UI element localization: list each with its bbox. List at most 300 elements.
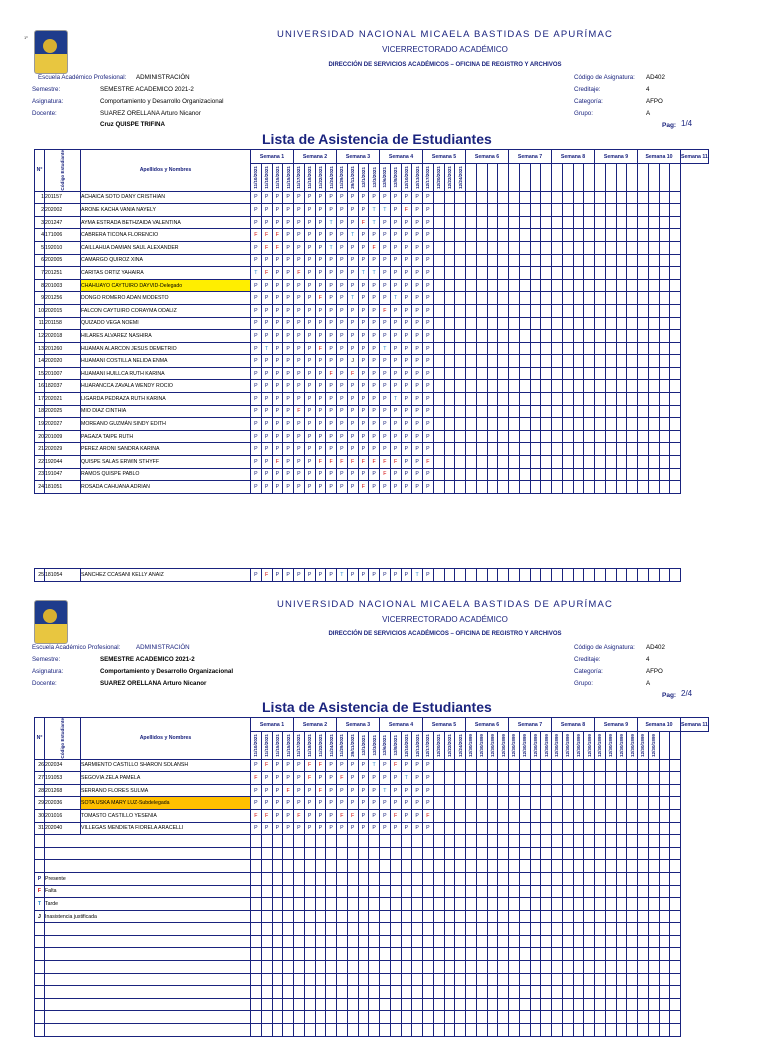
attendance-mark: P — [294, 380, 305, 393]
attendance-mark: P — [401, 304, 412, 317]
attendance-mark — [616, 241, 627, 254]
attendance-mark — [584, 330, 595, 343]
student-name: PAGAZA TAIPE RUTH — [81, 430, 251, 443]
attendance-mark — [573, 191, 584, 204]
attendance-mark: P — [380, 292, 391, 305]
attendance-mark — [616, 393, 627, 406]
empty-cell — [605, 973, 616, 986]
date-header — [455, 164, 466, 191]
attendance-mark: P — [358, 304, 369, 317]
row-number: 26 — [35, 759, 45, 772]
attendance-mark — [455, 481, 466, 494]
attendance-mark: P — [261, 443, 272, 456]
empty-cell — [380, 973, 391, 986]
attendance-mark — [573, 430, 584, 443]
empty-cell — [390, 1024, 401, 1037]
attendance-mark — [433, 569, 444, 582]
empty-cell — [369, 973, 380, 986]
attendance-mark: P — [369, 317, 380, 330]
legend-code: F — [35, 885, 45, 898]
attendance-mark — [530, 241, 541, 254]
attendance-mark: P — [337, 443, 348, 456]
student-name: SANCHEZ CCASANI KELLY ANAIZ — [81, 569, 251, 582]
attendance-mark: P — [358, 759, 369, 772]
attendance-mark — [466, 443, 477, 456]
attendance-mark — [638, 784, 649, 797]
attendance-mark — [638, 191, 649, 204]
attendance-mark — [519, 241, 530, 254]
table-row — [35, 759, 709, 772]
attendance-mark — [595, 468, 606, 481]
empty-cell — [573, 835, 584, 848]
empty-cell — [466, 860, 477, 873]
empty-cell — [595, 961, 606, 974]
attendance-mark: P — [283, 393, 294, 406]
empty-cell — [315, 860, 326, 873]
date-label: 29/11/2021 — [350, 166, 356, 189]
empty-cell — [390, 860, 401, 873]
empty-cell — [552, 1024, 563, 1037]
date-header — [530, 164, 541, 191]
student-code: 202034 — [45, 759, 81, 772]
attendance-mark — [541, 342, 552, 355]
attendance-mark: P — [315, 380, 326, 393]
attendance-mark: P — [423, 418, 434, 431]
empty-cell — [616, 1011, 627, 1024]
table-row — [35, 948, 709, 961]
empty-cell — [326, 973, 337, 986]
student-code: 202002 — [45, 204, 81, 217]
attendance-mark — [433, 317, 444, 330]
empty-cell — [401, 961, 412, 974]
attendance-mark: P — [337, 342, 348, 355]
attendance-mark: P — [390, 784, 401, 797]
attendance-mark — [627, 317, 638, 330]
empty-cell — [627, 923, 638, 936]
attendance-mark: P — [326, 784, 337, 797]
empty-cell — [584, 935, 595, 948]
attendance-mark — [605, 292, 616, 305]
empty-cell — [423, 961, 434, 974]
attendance-mark — [519, 279, 530, 292]
attendance-mark — [573, 254, 584, 267]
attendance-mark — [616, 355, 627, 368]
attendance-mark — [444, 809, 455, 822]
attendance-mark: P — [347, 342, 358, 355]
attendance-mark — [530, 367, 541, 380]
attendance-mark — [573, 443, 584, 456]
attendance-mark — [552, 759, 563, 772]
attendance-mark — [638, 380, 649, 393]
student-name: FALCON CAYTUIRO CORAYMA ODALIZ — [81, 304, 251, 317]
attendance-mark — [444, 468, 455, 481]
attendance-mark: P — [304, 822, 315, 835]
date-header — [251, 732, 262, 759]
attendance-mark — [616, 430, 627, 443]
attendance-mark — [584, 481, 595, 494]
date-header — [369, 164, 380, 191]
attendance-mark: P — [337, 418, 348, 431]
date-header — [261, 732, 272, 759]
attendance-mark — [627, 809, 638, 822]
attendance-mark — [638, 292, 649, 305]
attendance-mark — [487, 216, 498, 229]
date-header — [369, 732, 380, 759]
empty-cell — [294, 961, 305, 974]
attendance-mark: F — [390, 809, 401, 822]
attendance-mark — [573, 405, 584, 418]
attendance-mark — [455, 292, 466, 305]
attendance-table — [34, 717, 709, 1037]
student-code: 201260 — [45, 342, 81, 355]
attendance-mark — [498, 418, 509, 431]
empty-cell — [562, 1011, 573, 1024]
attendance-mark — [530, 229, 541, 242]
attendance-mark: P — [315, 267, 326, 280]
empty-cell — [380, 1024, 391, 1037]
week-header: Semana 2 — [294, 150, 337, 164]
attendance-mark: P — [272, 292, 283, 305]
attendance-mark: P — [261, 481, 272, 494]
attendance-mark: P — [294, 204, 305, 217]
attendance-mark: P — [401, 822, 412, 835]
date-label: 12/1/2021 — [360, 167, 366, 188]
attendance-mark: F — [347, 367, 358, 380]
student-code: 201251 — [45, 267, 81, 280]
attendance-mark: P — [283, 759, 294, 772]
attendance-mark — [573, 797, 584, 810]
attendance-mark — [541, 456, 552, 469]
empty-cell — [519, 835, 530, 848]
attendance-mark: P — [283, 317, 294, 330]
date-header — [519, 732, 530, 759]
row-number: 28 — [35, 784, 45, 797]
empty-cell — [595, 998, 606, 1011]
attendance-mark — [616, 254, 627, 267]
attendance-mark: P — [401, 367, 412, 380]
empty-cell — [412, 923, 423, 936]
attendance-mark — [519, 267, 530, 280]
attendance-mark — [519, 443, 530, 456]
date-header — [487, 164, 498, 191]
attendance-mark — [670, 330, 681, 343]
attendance-mark — [519, 330, 530, 343]
date-header — [347, 164, 358, 191]
table-row — [35, 569, 681, 582]
attendance-mark — [670, 393, 681, 406]
attendance-mark: P — [401, 784, 412, 797]
date-label: 12/30/1899 — [468, 733, 474, 757]
categoria-value: AFPO — [646, 668, 663, 675]
empty-cell — [648, 885, 659, 898]
attendance-mark: P — [412, 784, 423, 797]
attendance-mark — [444, 405, 455, 418]
attendance-mark — [519, 430, 530, 443]
empty-cell — [670, 1011, 681, 1024]
attendance-mark — [573, 267, 584, 280]
categoria-label: Categoría: — [574, 668, 603, 675]
attendance-mark — [584, 809, 595, 822]
empty-cell — [509, 910, 520, 923]
attendance-mark — [584, 430, 595, 443]
date-header — [347, 732, 358, 759]
empty-cell — [326, 998, 337, 1011]
attendance-mark — [659, 241, 670, 254]
row-number: 29 — [35, 797, 45, 810]
empty-cell — [444, 898, 455, 911]
attendance-mark — [444, 456, 455, 469]
attendance-mark: F — [315, 784, 326, 797]
row-number: 17 — [35, 393, 45, 406]
attendance-mark: F — [315, 456, 326, 469]
empty-cell — [541, 1011, 552, 1024]
attendance-mark — [519, 797, 530, 810]
empty-cell — [659, 847, 670, 860]
attendance-mark: P — [347, 279, 358, 292]
attendance-mark — [616, 405, 627, 418]
attendance-mark — [476, 809, 487, 822]
legend-code — [35, 860, 45, 873]
legend-code — [35, 986, 45, 999]
attendance-mark — [595, 418, 606, 431]
attendance-mark — [605, 822, 616, 835]
empty-cell — [444, 885, 455, 898]
attendance-mark — [605, 380, 616, 393]
empty-cell — [573, 961, 584, 974]
attendance-mark — [605, 784, 616, 797]
empty-cell — [562, 998, 573, 1011]
empty-cell — [659, 973, 670, 986]
attendance-mark: P — [423, 443, 434, 456]
attendance-mark — [466, 216, 477, 229]
attendance-mark: F — [304, 772, 315, 785]
legend-label: Presente — [45, 872, 251, 885]
attendance-mark: P — [337, 759, 348, 772]
attendance-mark — [573, 292, 584, 305]
attendance-mark — [627, 797, 638, 810]
date-header — [616, 732, 627, 759]
attendance-mark — [638, 430, 649, 443]
empty-cell — [401, 860, 412, 873]
attendance-mark — [433, 342, 444, 355]
attendance-mark — [498, 809, 509, 822]
attendance-mark — [433, 380, 444, 393]
attendance-mark: P — [294, 569, 305, 582]
attendance-mark — [562, 772, 573, 785]
attendance-mark — [487, 405, 498, 418]
empty-cell — [380, 961, 391, 974]
empty-cell — [552, 1011, 563, 1024]
attendance-mark — [519, 317, 530, 330]
row-number: 18 — [35, 405, 45, 418]
empty-cell — [444, 835, 455, 848]
empty-cell — [444, 860, 455, 873]
attendance-mark — [476, 380, 487, 393]
attendance-mark — [444, 443, 455, 456]
attendance-mark — [476, 367, 487, 380]
attendance-mark — [487, 430, 498, 443]
attendance-mark: P — [412, 355, 423, 368]
attendance-mark: T — [390, 393, 401, 406]
attendance-mark — [627, 191, 638, 204]
attendance-mark: P — [304, 784, 315, 797]
attendance-mark — [433, 759, 444, 772]
attendance-mark: P — [326, 797, 337, 810]
table-row — [35, 1024, 709, 1037]
empty-cell — [380, 910, 391, 923]
attendance-mark — [498, 380, 509, 393]
attendance-mark — [573, 216, 584, 229]
attendance-mark — [455, 342, 466, 355]
attendance-mark — [638, 569, 649, 582]
attendance-mark — [433, 430, 444, 443]
attendance-mark — [573, 468, 584, 481]
empty-cell — [616, 1024, 627, 1037]
attendance-mark: P — [390, 481, 401, 494]
date-header — [412, 732, 423, 759]
attendance-mark: P — [358, 367, 369, 380]
attendance-mark: P — [272, 468, 283, 481]
date-header — [584, 164, 595, 191]
attendance-mark: P — [423, 759, 434, 772]
empty-cell — [433, 961, 444, 974]
week-header: Semana 4 — [380, 150, 423, 164]
empty-cell — [401, 948, 412, 961]
attendance-mark — [487, 569, 498, 582]
empty-cell — [509, 885, 520, 898]
attendance-mark — [648, 367, 659, 380]
empty-cell — [659, 1024, 670, 1037]
attendance-mark — [670, 279, 681, 292]
empty-cell — [541, 1024, 552, 1037]
attendance-mark: P — [358, 405, 369, 418]
attendance-mark — [584, 191, 595, 204]
empty-cell — [519, 910, 530, 923]
empty-cell — [337, 935, 348, 948]
empty-cell — [423, 835, 434, 848]
attendance-mark — [466, 380, 477, 393]
attendance-mark — [455, 759, 466, 772]
attendance-mark — [670, 317, 681, 330]
attendance-mark — [444, 342, 455, 355]
empty-cell — [326, 872, 337, 885]
empty-cell — [347, 847, 358, 860]
empty-cell — [423, 872, 434, 885]
attendance-mark — [670, 292, 681, 305]
attendance-mark — [487, 241, 498, 254]
empty-cell — [530, 847, 541, 860]
attendance-mark — [541, 797, 552, 810]
student-name: CARITAS ORTIZ YAHAIRA — [81, 267, 251, 280]
attendance-mark — [562, 759, 573, 772]
student-name: QUIZADO VEGA NOEMI — [81, 317, 251, 330]
page-number: 2/4 — [681, 689, 693, 698]
date-label: 11/15/2021 — [274, 734, 280, 757]
empty-cell — [487, 847, 498, 860]
attendance-mark — [595, 216, 606, 229]
attendance-mark — [562, 330, 573, 343]
attendance-mark — [455, 267, 466, 280]
attendance-mark — [541, 254, 552, 267]
attendance-mark: P — [272, 809, 283, 822]
attendance-mark — [595, 784, 606, 797]
attendance-mark — [530, 784, 541, 797]
attendance-mark — [627, 772, 638, 785]
attendance-mark — [455, 204, 466, 217]
empty-cell — [272, 973, 283, 986]
attendance-mark: P — [337, 430, 348, 443]
attendance-mark — [616, 418, 627, 431]
attendance-mark: P — [401, 468, 412, 481]
attendance-mark: P — [358, 772, 369, 785]
attendance-mark — [487, 292, 498, 305]
attendance-mark: F — [261, 809, 272, 822]
attendance-mark — [530, 481, 541, 494]
empty-cell — [261, 872, 272, 885]
attendance-mark — [552, 216, 563, 229]
attendance-mark: F — [272, 229, 283, 242]
empty-cell — [272, 898, 283, 911]
attendance-mark: P — [283, 809, 294, 822]
row-number: 6 — [35, 254, 45, 267]
student-name: ROSADA CAHUANA ADRIAN — [81, 481, 251, 494]
attendance-mark: P — [423, 292, 434, 305]
date-label: 12/30/1899 — [651, 733, 657, 757]
empty-cell — [455, 935, 466, 948]
attendance-mark: F — [261, 241, 272, 254]
attendance-mark: F — [261, 267, 272, 280]
university-crest-logo — [34, 600, 68, 644]
attendance-mark — [509, 468, 520, 481]
attendance-mark: P — [315, 822, 326, 835]
attendance-mark — [670, 822, 681, 835]
attendance-mark: P — [390, 241, 401, 254]
attendance-mark: P — [369, 405, 380, 418]
attendance-mark: P — [423, 393, 434, 406]
student-code: 202020 — [45, 355, 81, 368]
attendance-mark — [498, 355, 509, 368]
attendance-mark: P — [358, 822, 369, 835]
date-label: 12/6/2021 — [382, 167, 388, 188]
empty-cell — [315, 973, 326, 986]
table-row — [35, 784, 709, 797]
attendance-mark — [519, 772, 530, 785]
empty-cell — [638, 910, 649, 923]
attendance-mark — [552, 292, 563, 305]
attendance-mark — [595, 355, 606, 368]
attendance-mark: T — [347, 292, 358, 305]
student-name: PEREZ ARONI SANDRA KARINA — [81, 443, 251, 456]
attendance-mark: P — [315, 317, 326, 330]
empty-cell — [670, 872, 681, 885]
attendance-mark: F — [337, 809, 348, 822]
attendance-mark — [670, 772, 681, 785]
attendance-mark — [562, 292, 573, 305]
attendance-mark: P — [380, 430, 391, 443]
attendance-mark — [595, 569, 606, 582]
empty-cell — [433, 835, 444, 848]
empty-cell — [283, 872, 294, 885]
row-number: 9 — [35, 292, 45, 305]
empty-cell — [261, 898, 272, 911]
attendance-mark: P — [272, 822, 283, 835]
attendance-mark: P — [380, 191, 391, 204]
attendance-mark — [509, 342, 520, 355]
empty-cell — [638, 885, 649, 898]
attendance-mark: P — [412, 772, 423, 785]
empty-cell — [541, 935, 552, 948]
university-name: UNIVERSIDAD NACIONAL MICAELA BASTIDAS DE APURÍMAC — [276, 599, 614, 610]
